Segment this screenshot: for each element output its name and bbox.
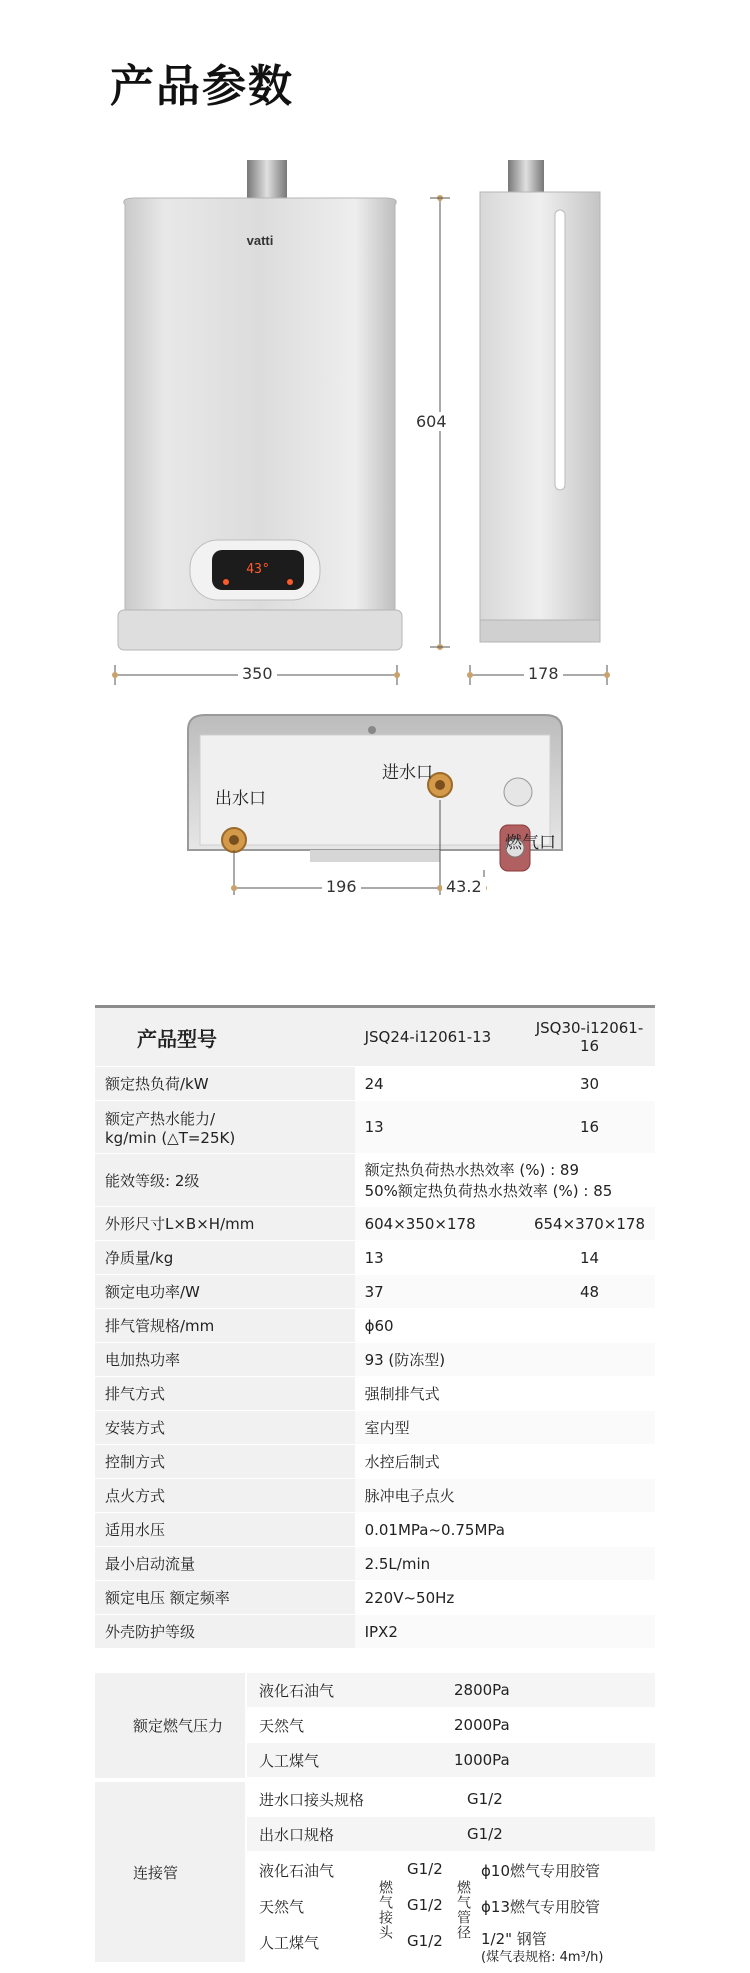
row-value: [355, 1154, 655, 1207]
spec-table: [95, 1005, 655, 1649]
gas-type-cell: 人工煤气: [259, 1934, 320, 1952]
header-model-b: JSQ30-i12061-16: [524, 1007, 655, 1067]
gas-type: 液化石油气: [259, 1681, 335, 1700]
outlet-spec-label: 出水口规格: [259, 1825, 335, 1844]
gas-pressure-block: [95, 1673, 655, 1778]
row-label: 电加热功率: [95, 1343, 355, 1377]
outlet-label: 出水口: [215, 789, 266, 809]
gas-type-cell: 液化石油气: [259, 1862, 335, 1880]
gas-joint-value: G1/2: [407, 1932, 443, 1950]
front-base: [118, 610, 402, 650]
inlet-spec-label: 进水口接头规格: [259, 1790, 365, 1809]
inlet-row: [247, 1782, 655, 1816]
table-header-row: [95, 1007, 655, 1067]
table-row: [95, 1207, 655, 1241]
row-value-b: 30: [524, 1067, 655, 1101]
row-value-b: 14: [524, 1241, 655, 1275]
gas-joint-label: 燃气接头: [377, 1880, 393, 1940]
table-row: [95, 1615, 655, 1649]
gas-label: 燃气口: [505, 833, 556, 853]
header-model: 产品型号: [95, 1007, 355, 1067]
outlet-spec-value: G1/2: [467, 1825, 503, 1843]
outlet-row: [247, 1817, 655, 1851]
row-value-b: 48: [524, 1275, 655, 1309]
exhaust-pipe-front: [247, 160, 287, 200]
row-value: 93 (防冻型): [355, 1343, 655, 1377]
row-label: 适用水压: [95, 1513, 355, 1547]
row-value-a: 13: [355, 1101, 524, 1154]
gas-pressure-row: [247, 1673, 655, 1707]
table-row: [95, 1581, 655, 1615]
gas-meter-note: (煤气表规格: 4m³/h): [481, 1950, 604, 1965]
product-drawing: [0, 150, 750, 940]
table-row: [95, 1275, 655, 1309]
efficiency-line2: 50%额定热负荷热水热效率 (%) : 85: [364, 1182, 613, 1200]
pipe-spacing-label: 196: [322, 877, 361, 896]
width-dimension-label: 350: [238, 664, 277, 683]
table-row: [95, 1479, 655, 1513]
efficiency-line1: 额定热负荷热水热效率 (%) : 89: [364, 1161, 579, 1179]
row-value: 脉冲电子点火: [355, 1479, 655, 1513]
row-value: ϕ60: [355, 1309, 655, 1343]
table-row: [95, 1154, 655, 1207]
table-row: [95, 1309, 655, 1343]
gas-pipe-value: ϕ10燃气专用胶管: [481, 1862, 600, 1880]
row-label: 外壳防护等级: [95, 1615, 355, 1649]
table-row: [95, 1513, 655, 1547]
connection-block: [95, 1782, 655, 1965]
table-row: [95, 1445, 655, 1479]
depth-dimension-label: 178: [524, 664, 563, 683]
row-label: 最小启动流量: [95, 1547, 355, 1581]
gas-pressure-row: [247, 1708, 655, 1742]
gas-pressure-value: 2000Pa: [454, 1716, 510, 1734]
gas-type: 人工煤气: [259, 1751, 320, 1770]
row-value-a: 37: [355, 1275, 524, 1309]
gas-joint-value: G1/2: [407, 1896, 443, 1914]
table-row: [95, 1241, 655, 1275]
row-label: 安装方式: [95, 1411, 355, 1445]
row-label: 净质量/kg: [95, 1241, 355, 1275]
row-label: 点火方式: [95, 1479, 355, 1513]
table-row: [95, 1411, 655, 1445]
row-value: 室内型: [355, 1411, 655, 1445]
row-label: 排气管规格/mm: [95, 1309, 355, 1343]
gas-offset-label: 43.2: [442, 877, 486, 896]
row-value-a: 24: [355, 1067, 524, 1101]
table-row: [95, 1343, 655, 1377]
row-label-line1: 额定产热水能力/: [105, 1109, 216, 1128]
gas-pipe-value: 1/2" 钢管: [481, 1930, 547, 1948]
row-value: 0.01MPa~0.75MPa: [355, 1513, 655, 1547]
heater-illustration: [0, 150, 750, 940]
row-value-a: 604×350×178: [355, 1207, 524, 1241]
row-label: 控制方式: [95, 1445, 355, 1479]
gas-pipe-value: ϕ13燃气专用胶管: [481, 1898, 600, 1916]
gas-joint-value: G1/2: [407, 1860, 443, 1878]
brand-logo: vatti: [246, 233, 274, 248]
row-label: 能效等级: 2级: [95, 1154, 355, 1207]
row-label: 额定电压 额定频率: [95, 1581, 355, 1615]
table-row: [95, 1101, 655, 1154]
gas-pressure-row: [247, 1743, 655, 1777]
row-label: [95, 1101, 355, 1154]
row-value: 水控后制式: [355, 1445, 655, 1479]
inlet-label: 进水口: [382, 763, 433, 783]
gas-type: 天然气: [259, 1716, 305, 1735]
height-dimension-label: 604: [412, 412, 451, 431]
row-value-b: 654×370×178: [524, 1207, 655, 1241]
row-value-a: 13: [355, 1241, 524, 1275]
row-value: 2.5L/min: [355, 1547, 655, 1581]
gas-pressure-value: 2800Pa: [454, 1681, 510, 1699]
row-value: IPX2: [355, 1615, 655, 1649]
gas-type-cell: 天然气: [259, 1898, 305, 1916]
row-value: 强制排气式: [355, 1377, 655, 1411]
gas-diameter-label: 燃气管径: [455, 1880, 471, 1940]
page-title: 产品参数: [110, 61, 294, 112]
row-label: 排气方式: [95, 1377, 355, 1411]
row-label-line2: kg/min (△T=25K): [105, 1128, 236, 1147]
gas-pressure-value: 1000Pa: [454, 1751, 510, 1769]
table-row: [95, 1067, 655, 1101]
row-value: 220V~50Hz: [355, 1581, 655, 1615]
row-label: 外形尺寸L×B×H/mm: [95, 1207, 355, 1241]
table-row: [95, 1377, 655, 1411]
table-row: [95, 1547, 655, 1581]
svg-text:43°: 43°: [246, 562, 270, 577]
row-value-b: 16: [524, 1101, 655, 1154]
header-model-a: JSQ24-i12061-13: [355, 1007, 524, 1067]
row-label: 额定电功率/W: [95, 1275, 355, 1309]
gas-pressure-label: 额定燃气压力: [95, 1673, 245, 1778]
connection-label: 连接管: [95, 1782, 245, 1962]
row-label: 额定热负荷/kW: [95, 1067, 355, 1101]
inlet-spec-value: G1/2: [467, 1790, 503, 1808]
